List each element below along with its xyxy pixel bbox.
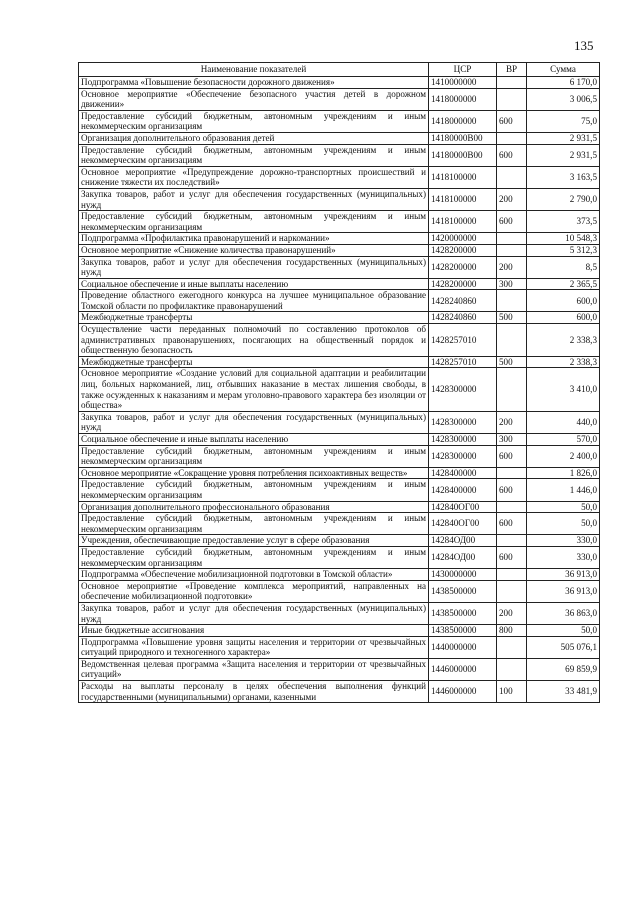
table-row — [79, 188, 600, 210]
sum-cell: 36 913,0 — [527, 580, 600, 602]
table-row — [79, 625, 600, 637]
table-row — [79, 602, 600, 624]
vr-cell: 600 — [497, 110, 527, 132]
table-row — [79, 479, 600, 501]
csr-cell: 1446000000 — [429, 658, 497, 680]
sum-cell: 2 931,5 — [527, 132, 600, 144]
sum-cell: 440,0 — [527, 411, 600, 433]
header-sum: Сумма — [527, 63, 600, 77]
header-csr: ЦСР — [429, 63, 497, 77]
vr-cell: 600 — [497, 479, 527, 501]
table-row — [79, 569, 600, 581]
table-row — [79, 501, 600, 513]
name-cell: Закупка товаров, работ и услуг для обеспечения государственных (муниципальных) нужд — [79, 188, 429, 210]
csr-cell: 14180000В00 — [429, 144, 497, 166]
name-cell: Иные бюджетные ассигнования — [79, 625, 429, 637]
name-cell: Закупка товаров, работ и услуг для обеспечения государственных (муниципальных) нужд — [79, 602, 429, 624]
table-row — [79, 256, 600, 278]
sum-cell: 3 410,0 — [527, 368, 600, 411]
sum-cell: 1 826,0 — [527, 467, 600, 479]
csr-cell: 142840ОГ00 — [429, 513, 497, 535]
vr-cell: 600 — [497, 144, 527, 166]
table-row — [79, 290, 600, 312]
csr-cell: 1428300000 — [429, 434, 497, 446]
table-row — [79, 278, 600, 290]
name-cell: Расходы на выплаты персоналу в целях обеспечения выполнения функций государственными (муниципальными) органами, казенными — [79, 681, 429, 703]
table-header-row — [79, 63, 600, 77]
sum-cell: 505 076,1 — [527, 636, 600, 658]
vr-cell: 500 — [497, 356, 527, 368]
table-row — [79, 467, 600, 479]
vr-cell — [497, 636, 527, 658]
vr-cell — [497, 368, 527, 411]
name-cell: Основное мероприятие «Проведение комплекса мероприятий, направленных на обеспечение мобилизационной подготовки» — [79, 580, 429, 602]
sum-cell: 5 312,3 — [527, 244, 600, 256]
table-row — [79, 580, 600, 602]
table-row — [79, 132, 600, 144]
name-cell: Предоставление субсидий бюджетным, автономным учреждениям и иным некоммерческим организациям — [79, 513, 429, 535]
table-row — [79, 681, 600, 703]
sum-cell: 50,0 — [527, 513, 600, 535]
name-cell: Социальное обеспечение и иные выплаты населению — [79, 434, 429, 446]
table-row — [79, 636, 600, 658]
name-cell: Основное мероприятие «Снижение количества правонарушений» — [79, 244, 429, 256]
csr-cell: 14284ОД00 — [429, 535, 497, 547]
name-cell: Межбюджетные трансферты — [79, 312, 429, 324]
budget-table — [78, 62, 600, 703]
name-cell: Организация дополнительного образования детей — [79, 132, 429, 144]
csr-cell: 1428200000 — [429, 244, 497, 256]
header-name: Наименование показателей — [79, 63, 429, 77]
vr-cell — [497, 535, 527, 547]
vr-cell: 200 — [497, 256, 527, 278]
csr-cell: 1428200000 — [429, 278, 497, 290]
sum-cell: 600,0 — [527, 290, 600, 312]
name-cell: Проведение областного ежегодного конкурса на лучшее муниципальное образование Томской области по профилактике правонарушений — [79, 290, 429, 312]
sum-cell: 2 338,3 — [527, 356, 600, 368]
csr-cell: 1438500000 — [429, 625, 497, 637]
vr-cell: 800 — [497, 625, 527, 637]
csr-cell: 14284ОД00 — [429, 546, 497, 568]
name-cell: Подпрограмма «Повышение уровня защиты населения и территории от чрезвычайных ситуаций природного и техногенного характера» — [79, 636, 429, 658]
csr-cell: 1428240860 — [429, 312, 497, 324]
vr-cell — [497, 244, 527, 256]
name-cell: Основное мероприятие «Обеспечение безопасного участия детей в дорожном движении» — [79, 88, 429, 110]
table-row — [79, 233, 600, 245]
name-cell: Подпрограмма «Профилактика правонарушений и наркомании» — [79, 233, 429, 245]
name-cell: Предоставление субсидий бюджетным, автономным учреждениям и иным некоммерческим организациям — [79, 211, 429, 233]
vr-cell — [497, 77, 527, 89]
table-row — [79, 244, 600, 256]
csr-cell: 1430000000 — [429, 569, 497, 581]
sum-cell: 6 170,0 — [527, 77, 600, 89]
vr-cell: 200 — [497, 188, 527, 210]
table-row — [79, 166, 600, 188]
name-cell: Учреждения, обеспечивающие предоставление услуг в сфере образования — [79, 535, 429, 547]
vr-cell — [497, 467, 527, 479]
vr-cell: 300 — [497, 278, 527, 290]
table-row — [79, 513, 600, 535]
vr-cell — [497, 132, 527, 144]
vr-cell — [497, 658, 527, 680]
sum-cell: 2 931,5 — [527, 144, 600, 166]
csr-cell: 1418100000 — [429, 166, 497, 188]
csr-cell: 1428257010 — [429, 324, 497, 357]
name-cell: Предоставление субсидий бюджетным, автономным учреждениям и иным некоммерческим организациям — [79, 546, 429, 568]
name-cell: Основное мероприятие «Предупреждение дорожно-транспортных происшествий и снижение тяжести их последствий» — [79, 166, 429, 188]
name-cell: Подпрограмма «Обеспечение мобилизационной подготовки в Томской области» — [79, 569, 429, 581]
sum-cell: 600,0 — [527, 312, 600, 324]
csr-cell: 1418100000 — [429, 211, 497, 233]
vr-cell: 600 — [497, 211, 527, 233]
csr-cell: 1428257010 — [429, 356, 497, 368]
table-row — [79, 546, 600, 568]
sum-cell: 36 913,0 — [527, 569, 600, 581]
table-row — [79, 324, 600, 357]
csr-cell: 1428200000 — [429, 256, 497, 278]
table-row — [79, 211, 600, 233]
sum-cell: 373,5 — [527, 211, 600, 233]
csr-cell: 142840ОГ00 — [429, 501, 497, 513]
vr-cell — [497, 290, 527, 312]
table-row — [79, 312, 600, 324]
csr-cell: 1410000000 — [429, 77, 497, 89]
sum-cell: 330,0 — [527, 535, 600, 547]
csr-cell: 1446000000 — [429, 681, 497, 703]
sum-cell: 50,0 — [527, 625, 600, 637]
name-cell: Предоставление субсидий бюджетным, автономным учреждениям и иным некоммерческим организациям — [79, 445, 429, 467]
csr-cell: 1418000000 — [429, 110, 497, 132]
sum-cell: 2 365,5 — [527, 278, 600, 290]
csr-cell: 1428400000 — [429, 479, 497, 501]
name-cell: Организация дополнительного профессионального образования — [79, 501, 429, 513]
header-vr: ВР — [497, 63, 527, 77]
table-row — [79, 434, 600, 446]
table-row — [79, 535, 600, 547]
sum-cell: 36 863,0 — [527, 602, 600, 624]
table-row — [79, 356, 600, 368]
csr-cell: 1428300000 — [429, 368, 497, 411]
csr-cell: 1418100000 — [429, 188, 497, 210]
vr-cell — [497, 501, 527, 513]
name-cell: Основное мероприятие «Создание условий для социальной адаптации и реабилитации лиц, больных наркоманией, лиц, отбывших наказание в местах лишения свободы, в также осужденных к наказаниям и мерам уголовно-правового характера без изоляции от общества» — [79, 368, 429, 411]
sum-cell: 2 338,3 — [527, 324, 600, 357]
vr-cell — [497, 569, 527, 581]
table-row — [79, 411, 600, 433]
name-cell: Закупка товаров, работ и услуг для обеспечения государственных (муниципальных) нужд — [79, 256, 429, 278]
name-cell: Предоставление субсидий бюджетным, автономным учреждениям и иным некоммерческим организациям — [79, 144, 429, 166]
vr-cell: 600 — [497, 546, 527, 568]
vr-cell — [497, 324, 527, 357]
csr-cell: 1438500000 — [429, 580, 497, 602]
table-row — [79, 658, 600, 680]
csr-cell: 1420000000 — [429, 233, 497, 245]
table-row — [79, 110, 600, 132]
name-cell: Ведомственная целевая программа «Защита населения и территории от чрезвычайных ситуаций» — [79, 658, 429, 680]
table-row — [79, 144, 600, 166]
vr-cell: 600 — [497, 445, 527, 467]
table-row — [79, 368, 600, 411]
sum-cell: 3 006,5 — [527, 88, 600, 110]
sum-cell: 8,5 — [527, 256, 600, 278]
sum-cell: 10 548,3 — [527, 233, 600, 245]
vr-cell — [497, 166, 527, 188]
name-cell: Подпрограмма «Повышение безопасности дорожного движения» — [79, 77, 429, 89]
sum-cell: 2 790,0 — [527, 188, 600, 210]
sum-cell: 1 446,0 — [527, 479, 600, 501]
csr-cell: 1440000000 — [429, 636, 497, 658]
sum-cell: 69 859,9 — [527, 658, 600, 680]
csr-cell: 1438500000 — [429, 602, 497, 624]
table-row — [79, 88, 600, 110]
name-cell: Предоставление субсидий бюджетным, автономным учреждениям и иным некоммерческим организациям — [79, 110, 429, 132]
sum-cell: 33 481,9 — [527, 681, 600, 703]
page-number: 135 — [574, 38, 594, 53]
sum-cell: 75,0 — [527, 110, 600, 132]
vr-cell: 200 — [497, 411, 527, 433]
table-row — [79, 445, 600, 467]
vr-cell — [497, 88, 527, 110]
vr-cell — [497, 233, 527, 245]
vr-cell — [497, 580, 527, 602]
csr-cell: 1428240860 — [429, 290, 497, 312]
sum-cell: 50,0 — [527, 501, 600, 513]
vr-cell: 300 — [497, 434, 527, 446]
vr-cell: 200 — [497, 602, 527, 624]
vr-cell: 600 — [497, 513, 527, 535]
name-cell: Осуществление части переданных полномочий по составлению протоколов об административных правонарушениях, посягающих на общественный порядок и общественную безопасность — [79, 324, 429, 357]
table-row — [79, 77, 600, 89]
csr-cell: 1418000000 — [429, 88, 497, 110]
csr-cell: 1428400000 — [429, 467, 497, 479]
name-cell: Закупка товаров, работ и услуг для обеспечения государственных (муниципальных) нужд — [79, 411, 429, 433]
name-cell: Социальное обеспечение и иные выплаты населению — [79, 278, 429, 290]
vr-cell: 100 — [497, 681, 527, 703]
csr-cell: 14180000В00 — [429, 132, 497, 144]
csr-cell: 1428300000 — [429, 445, 497, 467]
csr-cell: 1428300000 — [429, 411, 497, 433]
sum-cell: 3 163,5 — [527, 166, 600, 188]
name-cell: Предоставление субсидий бюджетным, автономным учреждениям и иным некоммерческим организациям — [79, 479, 429, 501]
sum-cell: 2 400,0 — [527, 445, 600, 467]
name-cell: Основное мероприятие «Сокращение уровня потребления психоактивных веществ» — [79, 467, 429, 479]
sum-cell: 570,0 — [527, 434, 600, 446]
sum-cell: 330,0 — [527, 546, 600, 568]
vr-cell: 500 — [497, 312, 527, 324]
name-cell: Межбюджетные трансферты — [79, 356, 429, 368]
table-body — [79, 77, 600, 703]
